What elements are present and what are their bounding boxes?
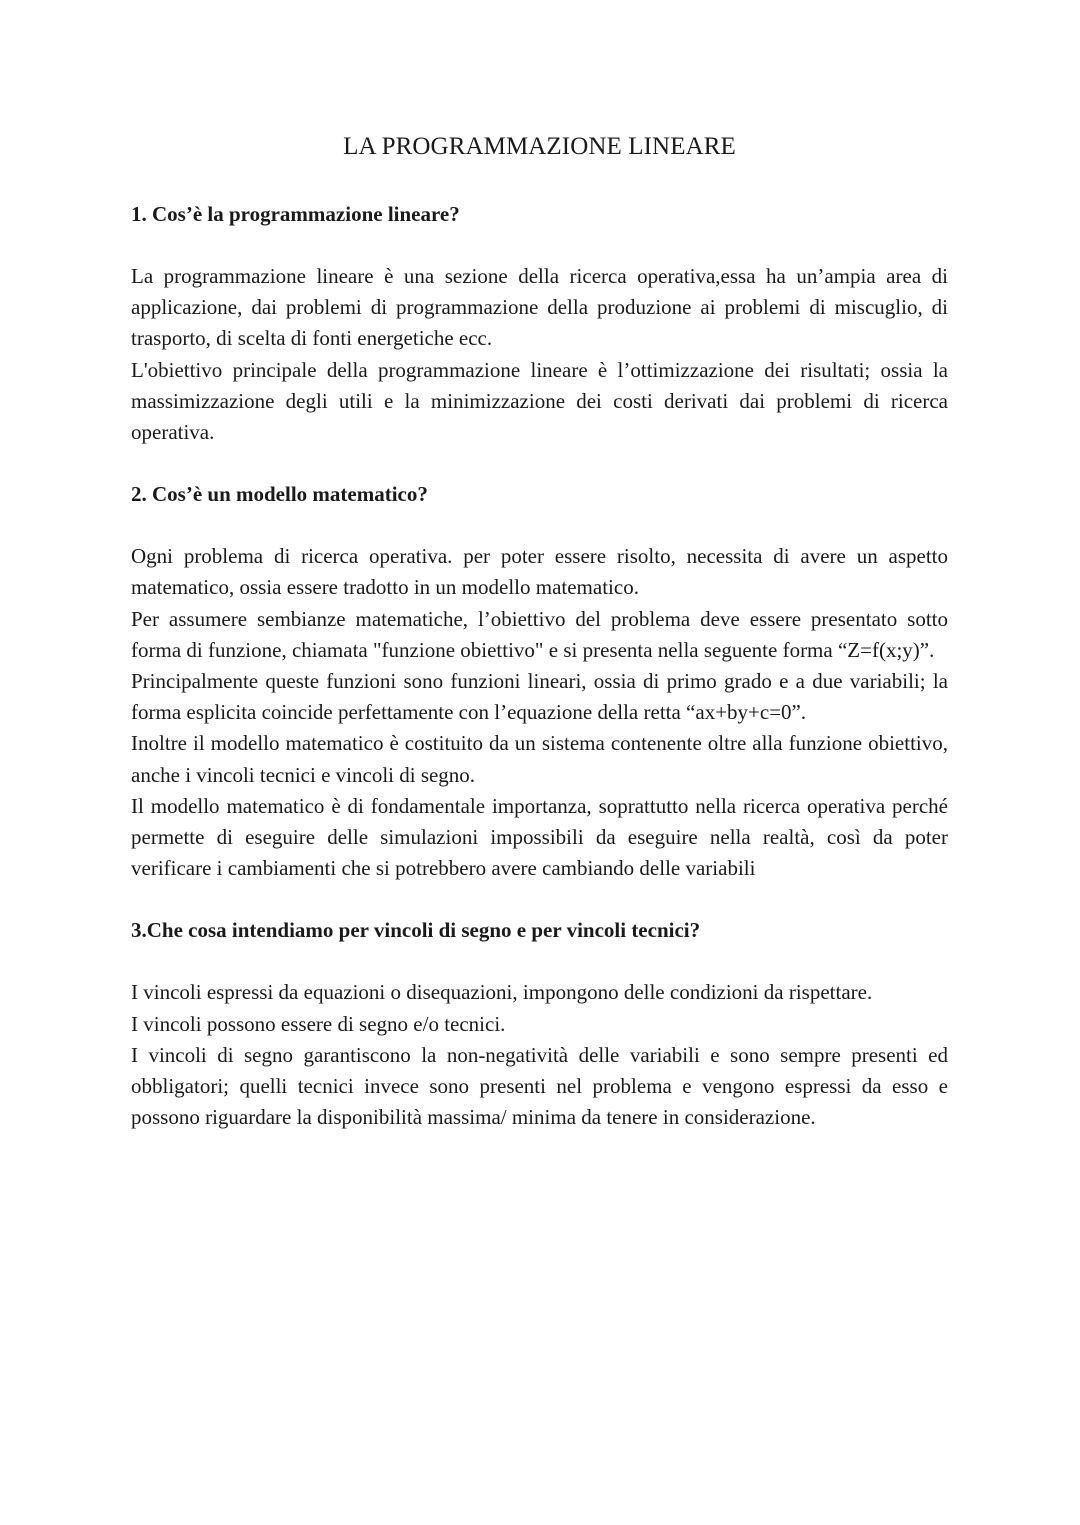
section-heading: 3.Che cosa intendiamo per vincoli di segno e per vincoli tecnici? xyxy=(131,918,701,943)
section-2 xyxy=(131,479,948,884)
paragraph: L'obiettivo principale della programmazione lineare è l’ottimizzazione dei risultati; ossia la massimizzazione degli utili e la minimizzazione dei costi derivati dai problemi di ricerca operativa. xyxy=(131,357,948,445)
paragraph: Principalmente queste funzioni sono funzioni lineari, ossia di primo grado e a due variabili; la forma esplicita coincide perfettamente con l’equazione della retta “ax+by+c=0”. xyxy=(131,669,948,725)
section-1 xyxy=(131,199,948,448)
section-heading: 1. Cos’è la programmazione lineare? xyxy=(131,202,460,226)
paragraph: I vincoli di segno garantiscono la non-negatività delle variabili e sono sempre presenti ed obbligatori; quelli tecnici invece sono presenti nel problema e vengono espressi da esso e possono riguardare la disponibilità massima/ minima da tenere in considerazione. xyxy=(131,1042,948,1130)
paragraph: Ogni problema di ricerca operativa. per poter essere risolto, necessita di avere un aspetto matematico, ossia essere tradotto in un modello matematico. xyxy=(131,544,948,600)
paragraph: Il modello matematico è di fondamentale importanza, soprattutto nella ricerca operativa perché permette di eseguire delle simulazioni impossibili da eseguire nella realtà, così da poter verificare i cambiamenti che si potrebbero avere cambiando delle variabili xyxy=(131,793,948,881)
paragraph: La programmazione lineare è una sezione della ricerca operativa,essa ha un’ampia area di applicazione, dai problemi di programmazione della produzione ai problemi di miscuglio, di trasporto, di scelta di fonti energetiche ecc. xyxy=(131,264,948,351)
document-page xyxy=(131,130,948,1164)
paragraph: Per assumere sembianze matematiche, l’obiettivo del problema deve essere presentato sotto forma di funzione, chiamata "funzione obiettivo" e si presenta nella seguente forma “Z=f(x;y)”. xyxy=(131,606,948,662)
paragraph: I vincoli possono essere di segno e/o tecnici. xyxy=(131,1011,506,1036)
section-heading: 2. Cos’è un modello matematico? xyxy=(131,482,428,507)
paragraph: I vincoli espressi da equazioni o disequazioni, impongono delle condizioni da rispettare. xyxy=(131,980,873,1005)
document-title: LA PROGRAMMAZIONE LINEARE xyxy=(343,133,736,160)
paragraph: Inoltre il modello matematico è costituito da un sistema contenente oltre alla funzione obiettivo, anche i vincoli tecnici e vincoli di segno. xyxy=(131,731,948,787)
section-3 xyxy=(131,915,948,1133)
